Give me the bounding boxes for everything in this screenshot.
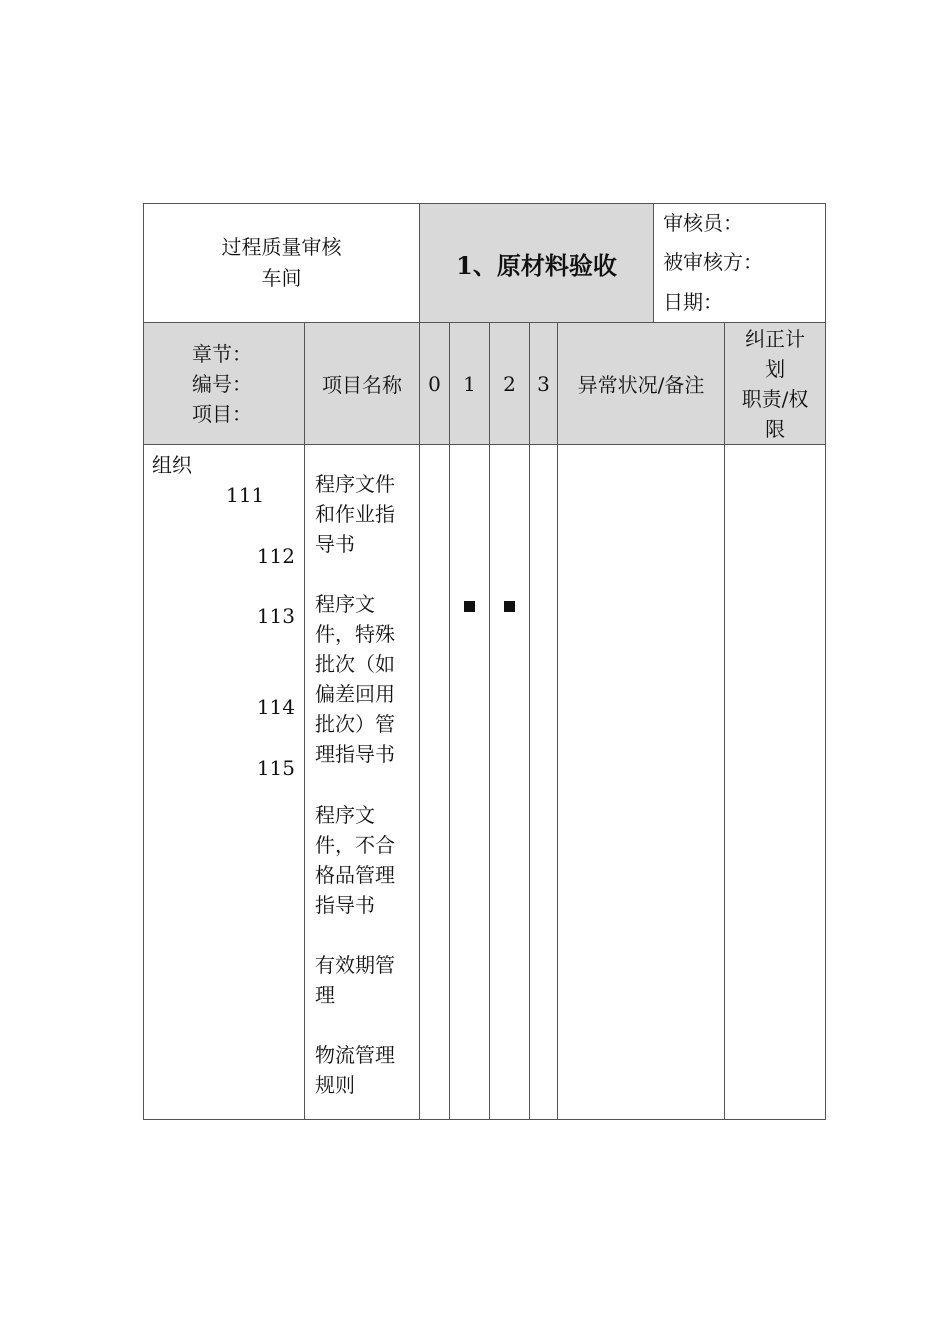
- corrective-header: [725, 323, 826, 445]
- number-label: 编号：: [192, 371, 252, 396]
- date-label: 日期：: [663, 289, 724, 314]
- item-number-111: 111: [226, 483, 265, 507]
- chapter-header: [144, 323, 305, 445]
- item-name: 物流管理 规则: [315, 1043, 395, 1098]
- corrective-cell: [725, 445, 826, 1120]
- corrective-line-4: 限: [765, 416, 786, 441]
- score-2-mark: [504, 601, 515, 612]
- score-3-cell: [530, 445, 558, 1120]
- item-name: 有效期管 理: [315, 952, 395, 1007]
- process-audit-table: [143, 203, 826, 1120]
- item-name: 程序文 件，不合 格品管理 指导书: [315, 802, 395, 917]
- item-name-header: 项目名称: [305, 323, 420, 445]
- score-2-cell: [490, 445, 530, 1120]
- score-1-header: 1: [450, 323, 490, 445]
- chapter-numbers-cell: [144, 445, 305, 1120]
- item-number-115: 115: [256, 756, 295, 780]
- score-1-mark: [464, 601, 475, 612]
- workshop-label: 车间: [261, 266, 302, 290]
- item-names-cell: [305, 445, 420, 1120]
- abnormal-header: 异常状况/备注: [558, 323, 725, 445]
- abnormal-cell: [558, 445, 725, 1120]
- corrective-line-2: 划: [765, 356, 786, 381]
- audit-title: 过程质量审核: [221, 235, 342, 259]
- score-0-header: 0: [420, 323, 450, 445]
- score-2-header: 2: [490, 323, 530, 445]
- item-label: 项目：: [192, 401, 252, 426]
- auditor-label: 审核员：: [663, 211, 744, 235]
- audit-title-cell: [144, 204, 420, 323]
- item-name: 程序文件 和作业指 导书: [315, 471, 395, 556]
- item-number-114: 114: [256, 695, 295, 719]
- item-number-112: 112: [256, 544, 295, 568]
- corrective-line-3: 职责/权: [741, 386, 809, 411]
- item-name: 程序文 件，特殊 批次（如 偏差回用 批次）管 理指导书: [315, 592, 395, 767]
- corrective-line-1: 纠正计: [745, 326, 806, 351]
- chapter-label: 章节：: [192, 341, 252, 366]
- org-label: 组织: [152, 453, 192, 477]
- item-number-113: 113: [256, 604, 295, 628]
- auditee-label: 被审核方：: [663, 250, 764, 275]
- auditor-info-cell: [654, 204, 826, 323]
- score-1-cell: [450, 445, 490, 1120]
- doc-title: 1、原材料验收: [420, 204, 654, 323]
- score-0-cell: [420, 445, 450, 1120]
- score-3-header: 3: [530, 323, 558, 445]
